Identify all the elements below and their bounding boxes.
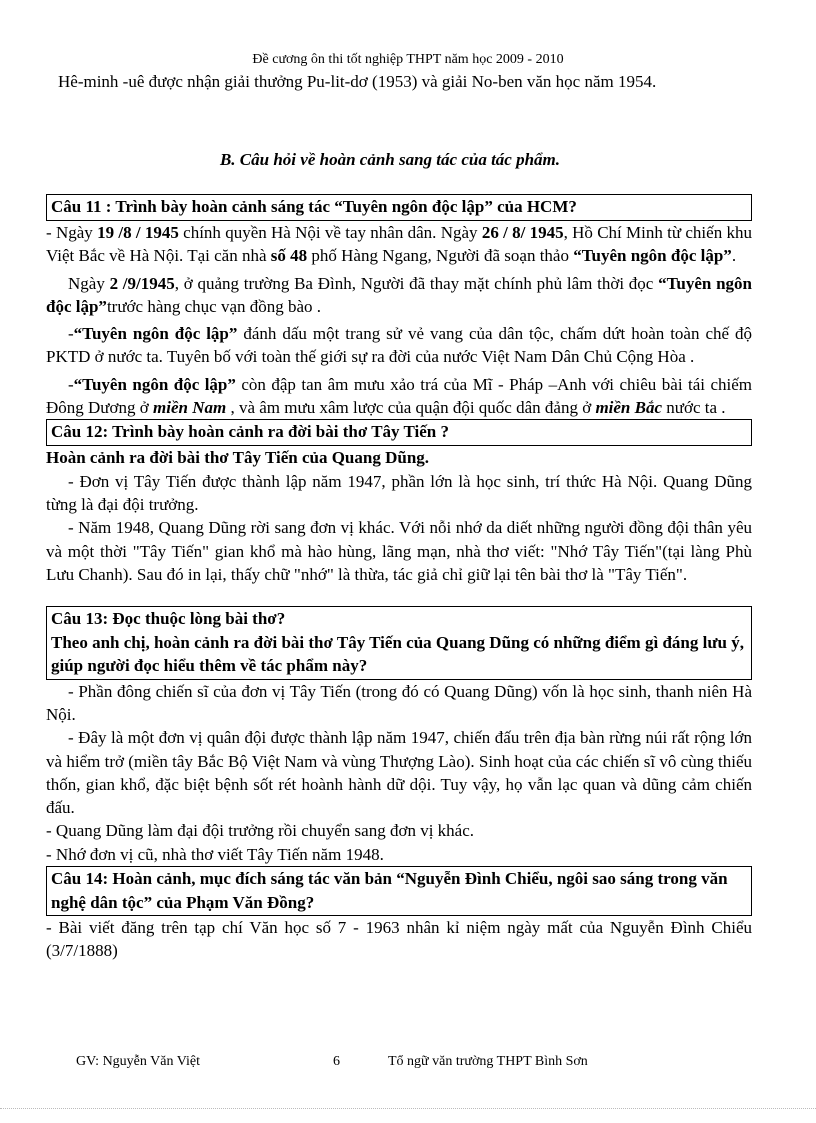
q13-line-1: Câu 13: Đọc thuộc lòng bài thơ?	[51, 609, 286, 629]
q11-paragraph-3: -“Tuyên ngôn độc lập” đánh dấu một trang sử vẻ vang của dân tộc, chấm dứt hoàn toàn chế độ PKTD ở nước ta. Tuyên bố với toàn thế giới sự ra đời của nước Việt Nam Dân Chủ Cộng Hòa .	[46, 324, 752, 367]
q13-question-box	[46, 606, 752, 680]
q11-paragraph-4: -“Tuyên ngôn độc lập” còn đập tan âm mưu xảo trá của Mĩ - Pháp –Anh với chiêu bài tái chiếm Đông Dương ở miền Nam , và âm mưu xâm lược của quận đội quốc dân đảng ở miền Bắc nước ta .	[46, 374, 752, 418]
q12-paragraph-1: - Đơn vị Tây Tiến được thành lập năm 1947, phần lớn là học sinh, trí thức Hà Nội. Quang Dũng từng là đại đội trưởng.	[46, 471, 752, 514]
page-header: Đề cương ôn thi tốt nghiệp THPT năm học 2009 - 2010	[252, 52, 564, 67]
footer-group: Tổ ngữ văn trường THPT Bình Sơn	[388, 1054, 588, 1069]
q12-subtitle: Hoàn cảnh ra đời bài thơ Tây Tiến của Quang Dũng.	[46, 448, 430, 468]
q14-question-box: Câu 14: Hoàn cảnh, mục đích sáng tác văn bản “Nguyễn Đình Chiểu, ngôi sao sáng trong văn nghệ dân tộc” của Phạm Văn Đồng?	[46, 866, 752, 916]
footer-teacher: GV: Nguyễn Văn Việt	[76, 1054, 200, 1069]
q11-paragraph-2: Ngày 2 /9/1945, ở quảng trường Ba Đình, Người đã thay mặt chính phủ lâm thời đọc “Tuyên ngôn độc lập”trước hàng chục vạn đồng bào .	[46, 273, 752, 316]
q13-line-2: Theo anh chị, hoàn cảnh ra đời bài thơ Tây Tiến của Quang Dũng có những điểm gì đáng lưu ý, giúp người đọc hiểu thêm về tác phẩm này?	[51, 632, 744, 676]
intro-line: Hê-minh -uê được nhận giải thưởng Pu-lit-dơ (1953) và giải No-ben văn học năm 1954.	[58, 72, 657, 91]
q11-question-box: Câu 11 : Trình bày hoàn cảnh sáng tác “Tuyên ngôn độc lập” của HCM?	[46, 194, 752, 221]
bottom-divider	[0, 1108, 816, 1109]
q12-paragraph-2: - Năm 1948, Quang Dũng rời sang đơn vị khác. Với nỗi nhớ da diết những người đồng đội thân yêu và một thời "Tây Tiến" gian khổ mà hào hùng, lãng mạn, nhà thơ viết: "Nhớ Tây Tiến"(tại làng Phù Lưu Chanh). Sau đó in lại, thấy chữ "nhớ" là thừa, tác giả chỉ giữ lại tên bài thơ là "Tây Tiến".	[46, 518, 752, 584]
q11-paragraph-1: - Ngày 19 /8 / 1945 chính quyền Hà Nội về tay nhân dân. Ngày 26 / 8/ 1945, Hồ Chí Minh từ chiến khu Việt Bắc về Hà Nội. Tại căn nhà số 48 phố Hàng Ngang, Người đã soạn thảo “Tuyên ngôn độc lập”.	[46, 223, 752, 266]
q14-paragraph-1: - Bài viết đăng trên tạp chí Văn học số 7 - 1963 nhân kỉ niệm ngày mất của Nguyễn Đình Chiểu (3/7/1888)	[46, 918, 752, 961]
q13-paragraph-3: - Quang Dũng làm đại đội trưởng rồi chuyển sang đơn vị khác.	[46, 821, 475, 841]
q13-paragraph-2: - Đây là một đơn vị quân đội được thành lập năm 1947, chiến đấu trên địa bàn rừng núi rất rộng lớn và hiểm trở (miền tây Bắc Bộ Việt Nam và vùng Thượng Lào). Sinh hoạt của các chiến sĩ vô cùng thiếu thốn, gian khổ, đặc biệt bệnh sốt rét hoành hành dữ dội. Tuy vậy, họ vẫn lạc quan và dũng cảm chiến đấu.	[46, 728, 752, 818]
q13-paragraph-1: - Phần đông chiến sĩ của đơn vị Tây Tiến (trong đó có Quang Dũng) vốn là học sinh, thanh niên Hà Nội.	[46, 681, 752, 724]
section-title: B. Câu hỏi về hoàn cảnh sang tác của tác phẩm.	[219, 150, 561, 169]
footer-page-number: 6	[333, 1054, 340, 1069]
q13-paragraph-4: - Nhớ đơn vị cũ, nhà thơ viết Tây Tiến năm 1948.	[46, 844, 384, 864]
content-body	[46, 194, 752, 963]
q12-question-box: Câu 12: Trình bày hoàn cảnh ra đời bài thơ Tây Tiến ?	[46, 419, 752, 446]
